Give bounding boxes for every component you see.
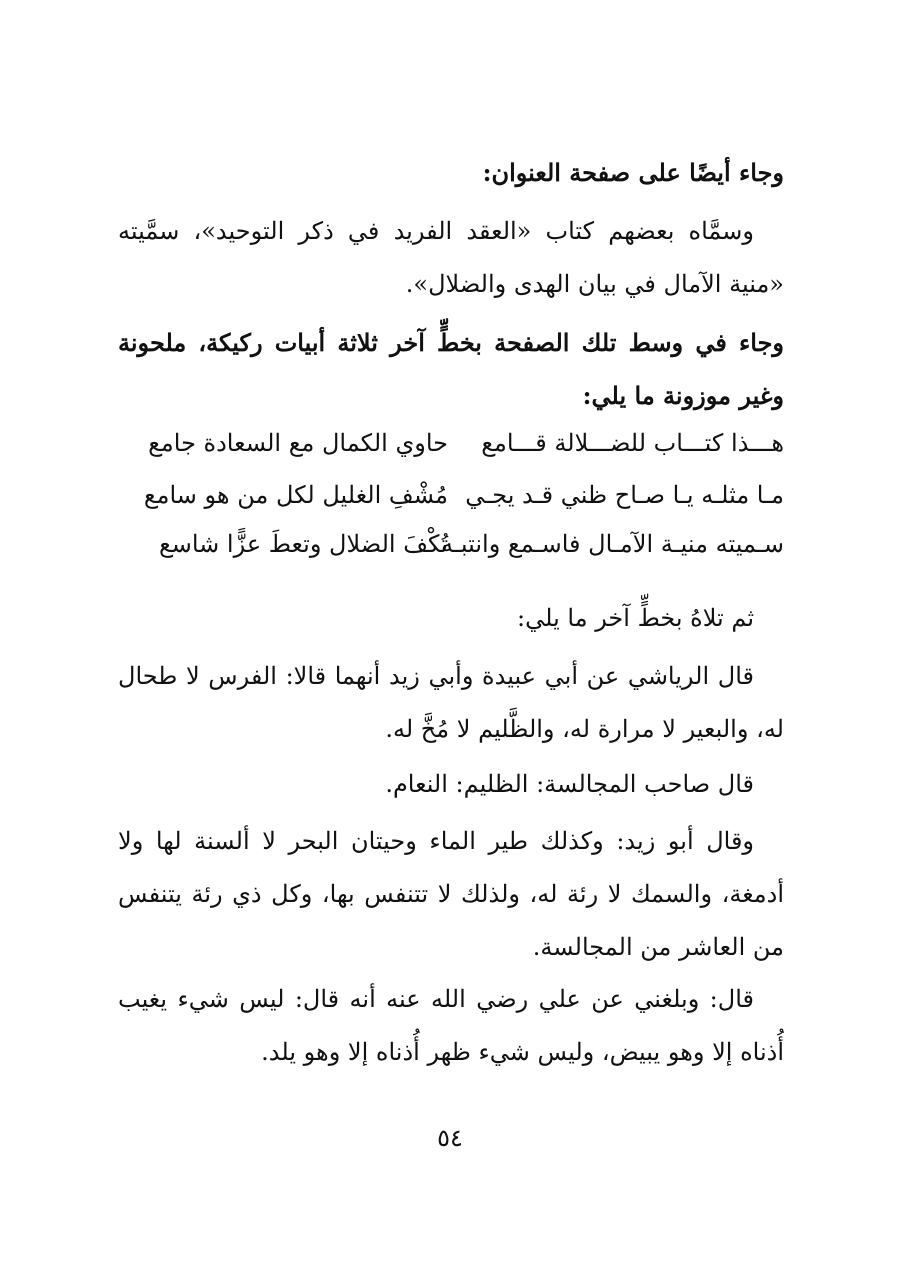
paragraph-abu-zayd: وقال أبو زيد: وكذلك طير الماء وحيتان البحر لا ألسنة لها ولا أدمغة، والسمك لا رئة له، ولذلك لا تتنفس بها، وكل ذي رئة يتنفس من العاشر من المجالسة. — [118, 827, 784, 961]
heading-title-page: وجاء أيضًا على صفحة العنوان: — [482, 158, 784, 187]
verse-2-second-hemistich: مُشْفِ الغليل لكل من هو سامع — [143, 481, 448, 509]
verse-2-first-hemistich: مـا مثلـه يـا صـاح ظني قـد يجـي — [465, 481, 784, 509]
paragraph-majalisa: قال صاحب المجالسة: الظليم: النعام. — [385, 770, 754, 798]
paragraph-riyashi: قال الرياشي عن أبي عبيدة وأبي زيد أنهما قالا: الفرس لا طحال له، والبعير لا مرارة له، والظَّليم لا مُخَّ له. — [118, 662, 784, 743]
heading-verses-intro: وجاء في وسط تلك الصفحة بخطٍّ آخر ثلاثة أبيات ركيكة، ملحونة وغير موزونة ما يلي: — [118, 328, 784, 410]
verse-line-1 — [118, 420, 784, 466]
verse-line-3 — [118, 521, 784, 567]
paragraph-ali-quote: قال: وبلغني عن علي رضي الله عنه أنه قال: ليس شيء يغيب أُذناه إلا وهو يبيض، وليس شيء ظهر أُذناه إلا وهو يلد. — [118, 985, 784, 1066]
page-number: ٥٤ — [437, 1124, 463, 1152]
paragraph-book-title: وسمَّاه بعضهم كتاب «العقد الفريد في ذكر التوحيد»، سمَّيته «منية الآمال في بيان الهدى والضلال». — [118, 217, 784, 298]
verse-line-2 — [118, 472, 784, 518]
paragraph-second-hand: ثم تلاهُ بخطٍّ آخر ما يلي: — [517, 604, 754, 632]
verse-1-first-hemistich: هـــذا كتـــاب للضـــلالة قـــامع — [481, 429, 784, 457]
verse-3-second-hemistich: تُكْفَ الضلال وتعطَ عزًّا شاسع — [158, 530, 448, 558]
verse-3-first-hemistich: سـميته منيـة الآمـال فاسـمع وانتبـه — [440, 530, 784, 558]
verse-1-second-hemistich: حاوي الكمال مع السعادة جامع — [148, 429, 448, 457]
